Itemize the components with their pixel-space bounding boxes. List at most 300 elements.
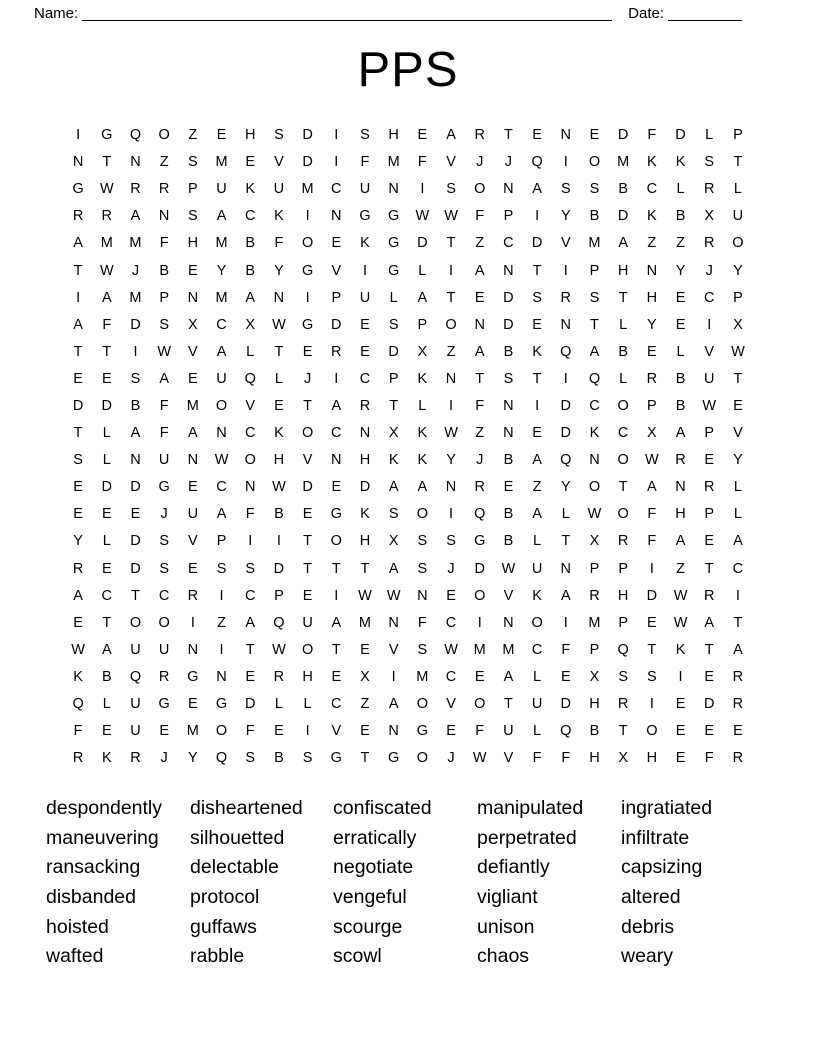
grid-cell[interactable]: F: [159, 425, 169, 442]
grid-cell[interactable]: C: [617, 425, 629, 442]
grid-cell[interactable]: U: [130, 696, 141, 713]
grid-cell[interactable]: A: [216, 208, 227, 225]
grid-cell[interactable]: A: [647, 479, 657, 496]
grid-cell[interactable]: D: [302, 127, 313, 144]
grid-cell[interactable]: F: [647, 533, 657, 550]
grid-cell[interactable]: O: [158, 614, 170, 631]
word-list-item[interactable]: scourge: [333, 915, 403, 938]
grid-cell[interactable]: A: [532, 506, 542, 523]
grid-cell[interactable]: B: [503, 343, 514, 360]
grid-cell[interactable]: D: [302, 479, 313, 496]
grid-cell[interactable]: R: [703, 587, 715, 604]
grid-cell[interactable]: M: [588, 235, 601, 252]
grid-cell[interactable]: N: [187, 452, 199, 469]
grid-cell[interactable]: T: [532, 370, 542, 387]
grid-cell[interactable]: N: [388, 723, 399, 740]
grid-cell[interactable]: Z: [360, 696, 370, 713]
grid-cell[interactable]: D: [130, 479, 141, 496]
grid-cell[interactable]: I: [678, 668, 683, 685]
grid-cell[interactable]: L: [733, 181, 742, 198]
grid-cell[interactable]: R: [703, 235, 715, 252]
grid-cell[interactable]: M: [186, 397, 199, 414]
grid-cell[interactable]: H: [359, 452, 371, 469]
grid-cell[interactable]: B: [675, 208, 686, 225]
grid-cell[interactable]: A: [73, 235, 83, 252]
grid-cell[interactable]: O: [617, 452, 629, 469]
grid-cell[interactable]: Q: [244, 370, 256, 387]
grid-cell[interactable]: E: [675, 723, 686, 740]
grid-cell[interactable]: Q: [560, 343, 572, 360]
grid-cell[interactable]: S: [704, 154, 715, 171]
grid-cell[interactable]: W: [272, 641, 286, 658]
grid-cell[interactable]: S: [589, 181, 600, 198]
grid-cell[interactable]: F: [561, 750, 571, 767]
grid-cell[interactable]: S: [647, 668, 657, 685]
grid-cell[interactable]: K: [417, 452, 428, 469]
grid-cell[interactable]: Y: [274, 262, 284, 279]
grid-cell[interactable]: L: [733, 506, 742, 523]
word-list-item[interactable]: infiltrate: [621, 826, 690, 849]
grid-cell[interactable]: L: [619, 316, 628, 333]
grid-cell[interactable]: H: [617, 262, 629, 279]
grid-cell[interactable]: A: [532, 452, 542, 469]
grid-cell[interactable]: L: [102, 533, 111, 550]
grid-cell[interactable]: J: [476, 154, 484, 171]
grid-cell[interactable]: O: [732, 235, 744, 252]
grid-cell[interactable]: T: [733, 154, 743, 171]
grid-cell[interactable]: T: [590, 316, 599, 333]
grid-cell[interactable]: V: [274, 154, 284, 171]
grid-cell[interactable]: Q: [560, 452, 572, 469]
grid-cell[interactable]: R: [675, 452, 686, 469]
grid-cell[interactable]: A: [675, 425, 686, 442]
word-list-item[interactable]: chaos: [477, 945, 530, 968]
grid-cell[interactable]: W: [731, 343, 745, 360]
word-list-item[interactable]: silhouetted: [190, 826, 285, 849]
grid-cell[interactable]: I: [334, 154, 339, 171]
word-list-item[interactable]: debris: [621, 915, 675, 938]
grid-cell[interactable]: I: [276, 533, 281, 550]
grid-cell[interactable]: P: [618, 614, 628, 631]
grid-cell[interactable]: A: [130, 425, 141, 442]
grid-cell[interactable]: J: [705, 262, 713, 279]
grid-cell[interactable]: L: [561, 506, 570, 523]
grid-cell[interactable]: K: [675, 641, 686, 658]
grid-cell[interactable]: C: [445, 668, 457, 685]
grid-cell[interactable]: Q: [531, 154, 543, 171]
grid-cell[interactable]: P: [589, 560, 600, 577]
grid-cell[interactable]: P: [618, 560, 628, 577]
grid-cell[interactable]: E: [675, 316, 686, 333]
grid-cell[interactable]: I: [334, 127, 339, 144]
grid-cell[interactable]: R: [617, 533, 629, 550]
grid-cell[interactable]: P: [589, 641, 600, 658]
grid-cell[interactable]: W: [444, 208, 458, 225]
grid-cell[interactable]: J: [160, 506, 168, 523]
grid-cell[interactable]: O: [416, 506, 428, 523]
grid-cell[interactable]: Y: [73, 533, 83, 550]
grid-cell[interactable]: K: [245, 181, 256, 198]
grid-cell[interactable]: H: [359, 533, 371, 550]
grid-cell[interactable]: V: [188, 533, 198, 550]
grid-cell[interactable]: J: [160, 750, 168, 767]
word-list-item[interactable]: weary: [621, 945, 674, 968]
grid-cell[interactable]: S: [388, 506, 399, 523]
grid-cell[interactable]: E: [101, 506, 112, 523]
grid-cell[interactable]: H: [187, 235, 199, 252]
grid-cell[interactable]: B: [589, 208, 600, 225]
grid-cell[interactable]: R: [187, 587, 199, 604]
grid-cell[interactable]: P: [647, 397, 657, 414]
grid-cell[interactable]: C: [646, 181, 658, 198]
grid-cell[interactable]: I: [362, 262, 367, 279]
grid-cell[interactable]: B: [101, 668, 112, 685]
grid-cell[interactable]: M: [588, 614, 601, 631]
grid-cell[interactable]: Y: [647, 316, 657, 333]
grid-cell[interactable]: D: [474, 560, 485, 577]
grid-cell[interactable]: S: [188, 208, 198, 225]
grid-cell[interactable]: M: [129, 289, 142, 306]
grid-cell[interactable]: L: [533, 723, 542, 740]
grid-cell[interactable]: B: [618, 343, 628, 360]
grid-cell[interactable]: P: [388, 370, 399, 387]
grid-cell[interactable]: E: [245, 154, 256, 171]
grid-cell[interactable]: W: [673, 614, 688, 631]
grid-cell[interactable]: C: [503, 235, 514, 252]
grid-cell[interactable]: E: [188, 262, 198, 279]
grid-cell[interactable]: A: [474, 262, 485, 279]
grid-cell[interactable]: A: [733, 533, 743, 550]
grid-cell[interactable]: O: [416, 750, 428, 767]
grid-cell[interactable]: H: [675, 506, 686, 523]
grid-cell[interactable]: M: [301, 181, 314, 198]
grid-cell[interactable]: T: [618, 479, 628, 496]
grid-cell[interactable]: B: [274, 506, 284, 523]
grid-cell[interactable]: T: [102, 343, 112, 360]
grid-cell[interactable]: O: [416, 696, 428, 713]
grid-cell[interactable]: T: [503, 696, 513, 713]
word-list-item[interactable]: defiantly: [477, 856, 550, 879]
grid-cell[interactable]: T: [303, 533, 313, 550]
grid-cell[interactable]: O: [588, 154, 601, 171]
grid-cell[interactable]: X: [589, 668, 600, 685]
grid-cell[interactable]: W: [501, 560, 516, 577]
grid-cell[interactable]: G: [72, 181, 84, 198]
grid-cell[interactable]: I: [219, 641, 224, 658]
grid-cell[interactable]: D: [244, 696, 256, 713]
word-list-item[interactable]: hoisted: [46, 915, 109, 938]
grid-cell[interactable]: P: [216, 533, 227, 550]
grid-cell[interactable]: K: [274, 425, 284, 442]
grid-cell[interactable]: D: [560, 425, 572, 442]
grid-cell[interactable]: W: [673, 587, 688, 604]
grid-cell[interactable]: T: [102, 614, 112, 631]
word-list-item[interactable]: perpetrated: [477, 826, 577, 849]
grid-cell[interactable]: E: [302, 587, 313, 604]
grid-cell[interactable]: E: [704, 668, 715, 685]
grid-cell[interactable]: N: [675, 479, 686, 496]
grid-cell[interactable]: R: [130, 750, 141, 767]
grid-cell[interactable]: U: [187, 506, 199, 523]
grid-cell[interactable]: G: [388, 208, 400, 225]
grid-cell[interactable]: A: [388, 560, 399, 577]
grid-cell[interactable]: A: [101, 289, 112, 306]
grid-cell[interactable]: L: [619, 370, 628, 387]
grid-cell[interactable]: N: [503, 262, 514, 279]
grid-cell[interactable]: E: [188, 560, 198, 577]
grid-cell[interactable]: N: [244, 479, 256, 496]
grid-cell[interactable]: S: [245, 750, 256, 767]
grid-cell[interactable]: E: [130, 506, 141, 523]
grid-cell[interactable]: J: [504, 154, 513, 171]
grid-cell[interactable]: V: [188, 343, 198, 360]
grid-cell[interactable]: O: [301, 425, 314, 442]
grid-cell[interactable]: T: [704, 560, 714, 577]
grid-cell[interactable]: C: [216, 316, 227, 333]
grid-cell[interactable]: Z: [217, 614, 226, 631]
grid-cell[interactable]: G: [416, 723, 428, 740]
grid-cell[interactable]: H: [302, 668, 313, 685]
grid-cell[interactable]: T: [274, 343, 284, 360]
grid-cell[interactable]: E: [446, 723, 456, 740]
grid-cell[interactable]: W: [472, 750, 487, 767]
grid-cell[interactable]: E: [474, 289, 485, 306]
grid-cell[interactable]: N: [130, 452, 141, 469]
grid-cell[interactable]: P: [704, 425, 715, 442]
grid-cell[interactable]: J: [131, 262, 140, 279]
grid-cell[interactable]: V: [733, 425, 743, 442]
grid-cell[interactable]: D: [331, 316, 342, 333]
grid-cell[interactable]: L: [274, 370, 283, 387]
grid-cell[interactable]: I: [133, 343, 138, 360]
grid-cell[interactable]: X: [360, 668, 370, 685]
grid-cell[interactable]: J: [447, 560, 455, 577]
grid-cell[interactable]: Q: [273, 614, 285, 631]
grid-cell[interactable]: A: [188, 425, 198, 442]
grid-cell[interactable]: Z: [475, 425, 485, 442]
grid-cell[interactable]: M: [387, 154, 400, 171]
grid-cell[interactable]: M: [215, 235, 228, 252]
grid-cell[interactable]: D: [703, 696, 715, 713]
grid-cell[interactable]: T: [331, 641, 341, 658]
grid-cell[interactable]: W: [386, 587, 401, 604]
grid-cell[interactable]: T: [360, 560, 370, 577]
word-list-item[interactable]: negotiate: [333, 856, 414, 879]
grid-cell[interactable]: L: [102, 425, 111, 442]
grid-cell[interactable]: R: [646, 370, 658, 387]
grid-cell[interactable]: O: [330, 533, 342, 550]
grid-cell[interactable]: V: [446, 154, 456, 171]
grid-cell[interactable]: N: [560, 560, 572, 577]
grid-cell[interactable]: P: [589, 262, 600, 279]
grid-cell[interactable]: A: [388, 479, 399, 496]
grid-cell[interactable]: W: [214, 452, 229, 469]
grid-cell[interactable]: I: [649, 560, 654, 577]
grid-cell[interactable]: M: [502, 641, 515, 658]
grid-cell[interactable]: K: [675, 154, 686, 171]
grid-cell[interactable]: O: [301, 235, 314, 252]
grid-cell[interactable]: M: [100, 235, 113, 252]
grid-cell[interactable]: N: [331, 452, 342, 469]
grid-cell[interactable]: K: [388, 452, 399, 469]
grid-cell[interactable]: K: [589, 425, 600, 442]
grid-cell[interactable]: R: [560, 289, 572, 306]
grid-cell[interactable]: W: [444, 641, 458, 658]
grid-cell[interactable]: C: [244, 208, 256, 225]
grid-cell[interactable]: R: [273, 668, 285, 685]
grid-cell[interactable]: T: [331, 560, 341, 577]
grid-cell[interactable]: A: [560, 587, 571, 604]
grid-cell[interactable]: N: [503, 425, 514, 442]
grid-cell[interactable]: L: [246, 343, 255, 360]
grid-cell[interactable]: S: [446, 533, 456, 550]
grid-cell[interactable]: L: [102, 452, 111, 469]
grid-cell[interactable]: E: [101, 723, 112, 740]
grid-cell[interactable]: E: [73, 614, 83, 631]
grid-cell[interactable]: I: [76, 289, 81, 306]
grid-cell[interactable]: S: [417, 641, 428, 658]
grid-cell[interactable]: C: [331, 181, 342, 198]
grid-cell[interactable]: Z: [159, 154, 169, 171]
grid-cell[interactable]: X: [618, 750, 628, 767]
grid-cell[interactable]: O: [445, 316, 457, 333]
grid-cell[interactable]: S: [589, 289, 600, 306]
grid-cell[interactable]: L: [733, 479, 742, 496]
grid-cell[interactable]: H: [244, 127, 256, 144]
grid-cell[interactable]: C: [244, 425, 256, 442]
grid-cell[interactable]: E: [302, 343, 313, 360]
grid-cell[interactable]: Z: [475, 235, 485, 252]
grid-cell[interactable]: E: [675, 289, 686, 306]
grid-cell[interactable]: G: [388, 750, 400, 767]
grid-cell[interactable]: M: [215, 289, 228, 306]
grid-cell[interactable]: V: [302, 452, 313, 469]
grid-cell[interactable]: E: [560, 668, 571, 685]
grid-cell[interactable]: W: [272, 479, 286, 496]
grid-cell[interactable]: F: [159, 235, 169, 252]
grid-cell[interactable]: G: [101, 127, 113, 144]
word-list-item[interactable]: scowl: [333, 945, 382, 968]
grid-cell[interactable]: O: [158, 127, 170, 144]
grid-cell[interactable]: G: [474, 533, 486, 550]
grid-cell[interactable]: U: [158, 641, 170, 658]
grid-cell[interactable]: E: [331, 479, 342, 496]
grid-cell[interactable]: Y: [560, 208, 571, 225]
grid-cell[interactable]: K: [417, 425, 428, 442]
grid-cell[interactable]: U: [531, 560, 543, 577]
grid-cell[interactable]: X: [388, 425, 399, 442]
grid-cell[interactable]: Z: [647, 235, 657, 252]
grid-cell[interactable]: T: [475, 370, 485, 387]
grid-cell[interactable]: B: [675, 397, 686, 414]
grid-cell[interactable]: K: [647, 154, 657, 171]
grid-cell[interactable]: Z: [446, 343, 456, 360]
grid-cell[interactable]: A: [331, 614, 342, 631]
word-list-item[interactable]: vigliant: [477, 886, 538, 909]
grid-cell[interactable]: B: [589, 723, 600, 740]
grid-cell[interactable]: N: [359, 425, 371, 442]
grid-cell[interactable]: L: [303, 696, 312, 713]
grid-cell[interactable]: U: [531, 696, 543, 713]
grid-cell[interactable]: E: [446, 587, 456, 604]
grid-cell[interactable]: Y: [733, 262, 743, 279]
grid-cell[interactable]: O: [129, 614, 142, 631]
grid-cell[interactable]: E: [216, 127, 227, 144]
grid-cell[interactable]: B: [618, 181, 628, 198]
grid-cell[interactable]: V: [560, 235, 571, 252]
grid-cell[interactable]: X: [188, 316, 198, 333]
grid-cell[interactable]: E: [589, 127, 600, 144]
grid-cell[interactable]: E: [73, 370, 83, 387]
grid-cell[interactable]: S: [73, 452, 83, 469]
word-list-item[interactable]: ransacking: [46, 856, 141, 879]
grid-cell[interactable]: Q: [588, 370, 601, 387]
grid-cell[interactable]: L: [705, 127, 714, 144]
grid-cell[interactable]: F: [647, 506, 657, 523]
grid-cell[interactable]: O: [215, 397, 228, 414]
grid-cell[interactable]: E: [360, 641, 370, 658]
grid-cell[interactable]: U: [503, 723, 514, 740]
grid-cell[interactable]: E: [188, 479, 198, 496]
grid-cell[interactable]: O: [474, 696, 486, 713]
grid-cell[interactable]: I: [76, 127, 81, 144]
grid-cell[interactable]: Z: [188, 127, 198, 144]
grid-cell[interactable]: I: [649, 696, 654, 713]
grid-cell[interactable]: E: [647, 614, 657, 631]
grid-cell[interactable]: M: [129, 235, 142, 252]
grid-cell[interactable]: I: [305, 208, 310, 225]
grid-cell[interactable]: F: [475, 723, 485, 740]
grid-cell[interactable]: V: [245, 397, 256, 414]
grid-cell[interactable]: E: [331, 668, 342, 685]
grid-cell[interactable]: M: [186, 723, 199, 740]
grid-cell[interactable]: A: [216, 506, 227, 523]
grid-cell[interactable]: U: [302, 614, 313, 631]
grid-cell[interactable]: S: [388, 316, 399, 333]
grid-cell[interactable]: E: [331, 235, 342, 252]
grid-cell[interactable]: F: [532, 750, 542, 767]
grid-cell[interactable]: B: [503, 452, 514, 469]
grid-cell[interactable]: W: [99, 181, 114, 198]
grid-cell[interactable]: D: [101, 397, 113, 414]
grid-cell[interactable]: L: [676, 343, 685, 360]
grid-cell[interactable]: Y: [733, 452, 743, 469]
grid-cell[interactable]: B: [245, 235, 256, 252]
grid-cell[interactable]: T: [245, 641, 255, 658]
grid-cell[interactable]: L: [533, 533, 542, 550]
grid-cell[interactable]: B: [159, 262, 169, 279]
grid-cell[interactable]: A: [245, 289, 256, 306]
grid-cell[interactable]: S: [360, 127, 370, 144]
grid-cell[interactable]: A: [331, 397, 342, 414]
grid-cell[interactable]: T: [446, 235, 456, 252]
grid-cell[interactable]: E: [245, 668, 256, 685]
grid-cell[interactable]: K: [274, 208, 284, 225]
grid-cell[interactable]: A: [446, 127, 456, 144]
grid-cell[interactable]: B: [130, 397, 141, 414]
grid-cell[interactable]: E: [417, 127, 428, 144]
grid-cell[interactable]: A: [503, 668, 514, 685]
grid-cell[interactable]: I: [563, 154, 568, 171]
grid-cell[interactable]: L: [102, 696, 111, 713]
grid-cell[interactable]: S: [159, 560, 169, 577]
grid-cell[interactable]: Z: [532, 479, 542, 496]
grid-cell[interactable]: G: [187, 668, 199, 685]
grid-cell[interactable]: T: [733, 614, 743, 631]
grid-cell[interactable]: T: [618, 723, 628, 740]
grid-cell[interactable]: E: [302, 506, 313, 523]
word-list-item[interactable]: guffaws: [190, 915, 257, 938]
